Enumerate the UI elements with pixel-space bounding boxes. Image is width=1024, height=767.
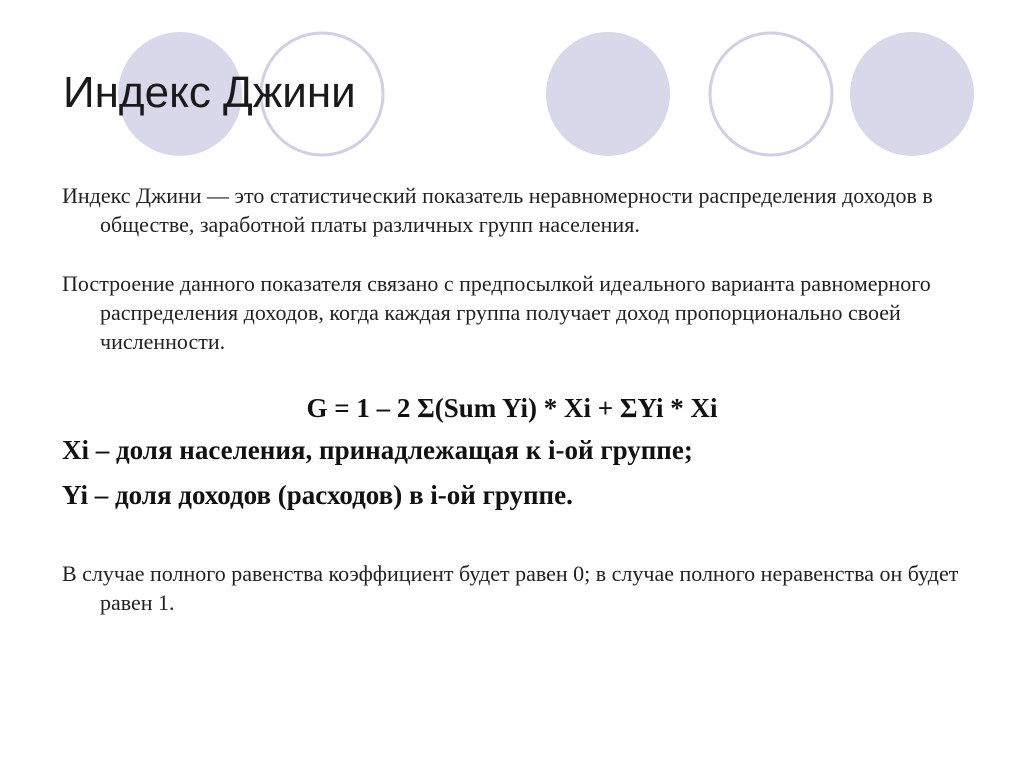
xi-definition: Xi – доля населения, принадлежащая к i-ой группе; (62, 435, 693, 465)
construction-paragraph: Построение данного показателя связано с предпосылкой идеального варианта равномерного распределения доходов, когда каждая группа получает доход пропорционально своей численности. (62, 271, 931, 354)
slide-title: Индекс Джини (63, 68, 356, 117)
conclusion-paragraph: В случае полного равенства коэффициент будет равен 0; в случае полного неравенства он будет равен 1. (62, 561, 959, 615)
definition-paragraph: Индекс Джини — это статистический показатель неравномерности распределения доходов в обществе, заработной платы различных групп населения. (62, 183, 933, 237)
decor-circle-outline (710, 33, 832, 155)
gini-formula: G = 1 – 2 Σ(Sum Yi) * Xi + ΣYi * Xi (306, 393, 718, 423)
decor-circle-filled (850, 32, 974, 156)
yi-definition: Yi – доля доходов (расходов) в i-ой группе. (62, 480, 573, 510)
decor-circle-filled (546, 32, 670, 156)
